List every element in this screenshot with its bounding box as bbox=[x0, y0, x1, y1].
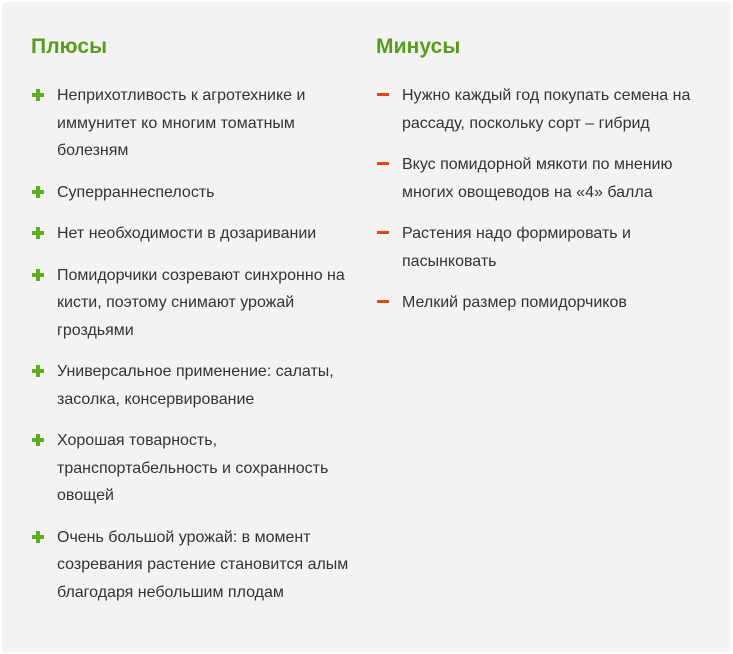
pros-item-text: Универсальное применение: салаты, засолка, консервирование bbox=[57, 363, 334, 408]
plus-icon bbox=[31, 82, 45, 110]
pros-list-item bbox=[31, 524, 361, 607]
pros-column bbox=[31, 32, 361, 620]
plus-icon bbox=[31, 262, 45, 290]
cons-list-item bbox=[376, 289, 716, 317]
cons-list-item bbox=[376, 151, 716, 206]
plus-icon bbox=[31, 220, 45, 248]
cons-item-text: Мелкий размер помидорчиков bbox=[402, 294, 627, 311]
plus-icon bbox=[31, 427, 45, 455]
minus-icon bbox=[376, 151, 390, 179]
pros-item-text: Неприхотливость к агротехнике и иммунитет ко многим томатным болезням bbox=[57, 87, 306, 159]
minus-icon bbox=[376, 220, 390, 248]
cons-column bbox=[376, 32, 716, 331]
cons-list-item bbox=[376, 82, 716, 137]
pros-item-text: Суперраннеспелость bbox=[57, 183, 215, 201]
pros-list-item bbox=[31, 82, 361, 165]
cons-list-item bbox=[376, 220, 716, 275]
pros-item-text: Помидорчики созревают синхронно на кисти, поэтому снимают урожай гроздьями bbox=[57, 266, 345, 339]
cons-title: Минусы bbox=[376, 35, 461, 58]
plus-icon bbox=[31, 179, 45, 207]
pros-item-text: Хорошая товарность, транспортабельность и сохранность овощей bbox=[57, 432, 329, 504]
pros-list-item bbox=[31, 427, 361, 510]
pros-list-item bbox=[31, 358, 361, 413]
pros-item-text: Очень большой урожай: в момент созревания растение становится алым благодаря небольшим плодам bbox=[57, 528, 349, 601]
plus-icon bbox=[31, 524, 45, 552]
cons-item-text: Вкус помидорной мякоти по мнению многих овощеводов на «4» балла bbox=[402, 156, 673, 201]
cons-item-text: Растения надо формировать и пасынковать bbox=[402, 225, 631, 270]
cons-item-text: Нужно каждый год покупать семена на рассаду, поскольку сорт – гибрид bbox=[402, 87, 691, 132]
pros-list-item bbox=[31, 179, 361, 207]
minus-icon bbox=[376, 289, 390, 317]
pros-list-item bbox=[31, 262, 361, 345]
minus-icon bbox=[376, 82, 390, 110]
cons-list bbox=[376, 82, 716, 317]
pros-list bbox=[31, 82, 361, 606]
pros-list-item bbox=[31, 220, 361, 248]
pros-cons-card bbox=[2, 2, 731, 652]
pros-title: Плюсы bbox=[31, 35, 108, 58]
plus-icon bbox=[31, 358, 45, 386]
pros-item-text: Нет необходимости в дозаривании bbox=[57, 225, 317, 242]
